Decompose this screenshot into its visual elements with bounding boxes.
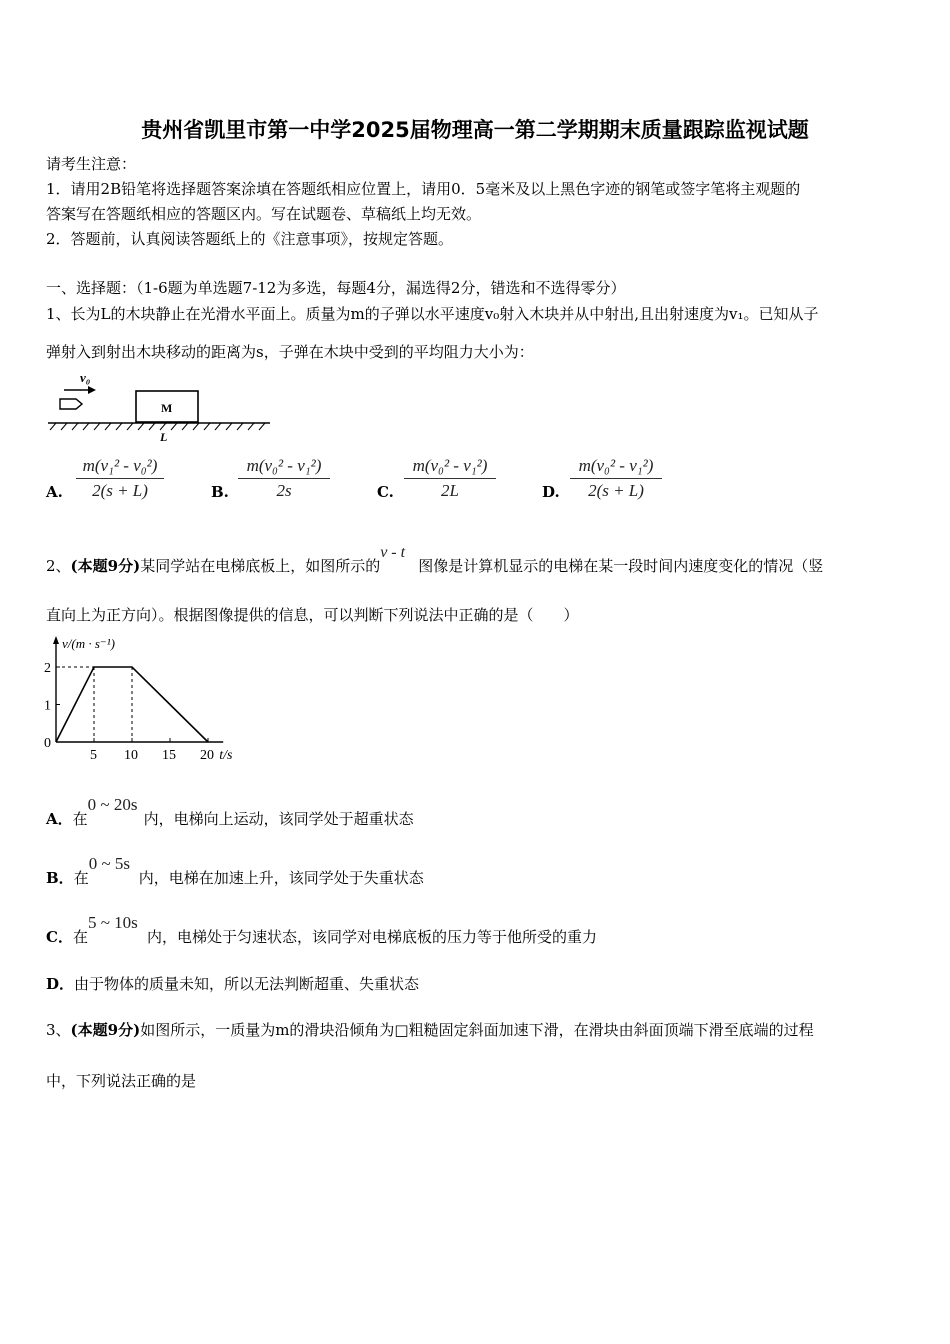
velocity-arrowhead [88, 386, 96, 394]
q2-option-d-text: 由于物体的质量未知，所以无法判断超重、失重状态 [74, 975, 420, 993]
formula-denominator: 2(s + L) [588, 481, 644, 500]
q3-text-line-1 [46, 1019, 814, 1040]
q2-option-b-pre: 在 [73, 869, 89, 887]
length-label: L [160, 430, 168, 444]
vt-symbol: v - t [380, 544, 406, 561]
q2-option-a-label: A． [46, 810, 73, 828]
q1-option-d-label[interactable]: D. [542, 483, 560, 501]
y-axis-label: v/(m · s⁻¹) [62, 636, 115, 651]
hatch-mark [193, 423, 199, 430]
q2-option-d[interactable] [46, 973, 419, 994]
q3-text-line-2: 中，下列说法正确的是 [46, 1072, 197, 1090]
formula-denominator: 2L [441, 481, 459, 500]
q2-option-c-pre: 在 [72, 928, 88, 946]
block-mass-label: M [161, 401, 173, 415]
hatch-mark [259, 423, 265, 430]
q2-option-b-range: 0 ~ 5s [88, 854, 131, 873]
hatch-mark [94, 423, 100, 430]
formula-numerator: m(v₀² - v₁²) [412, 456, 488, 475]
hatch-mark [116, 423, 122, 430]
section-heading: 一、选择题：（1-6题为单选题7-12为多选，每题4分，漏选得2分，错选和不选得零分） [46, 279, 626, 297]
hatch-mark [72, 423, 78, 430]
notice-line-3: 2．答题前，认真阅读答题纸上的《注意事项》，按规定答题。 [46, 230, 454, 248]
q2-option-c-range: 5 ~ 10s [87, 913, 138, 932]
hatch-mark [105, 423, 111, 430]
y-tick-label: 0 [44, 736, 51, 751]
bullet-block-figure [44, 366, 276, 446]
q1-option-a-label[interactable]: A. [46, 483, 63, 501]
y-axis-arrow [53, 636, 59, 644]
v0-label: v₀ [80, 370, 91, 385]
notice-heading: 请考生注意： [46, 155, 137, 173]
y-tick-label: 2 [44, 661, 51, 676]
notice-line-1: 1．请用2B铅笔将选择题答案涂填在答题纸相应位置上，请用0．5毫米及以上黑色字迹的钢笔或签字笔将主观题的 [46, 180, 801, 198]
q2-option-a[interactable] [46, 795, 414, 829]
q2-option-a-pre: 在 [72, 810, 88, 828]
hatch-mark [171, 423, 177, 430]
q2-option-c-label: C． [46, 928, 73, 946]
q1-text-line-2: 弹射入到射出木块移动的距离为s，子弹在木块中受到的平均阻力大小为： [46, 343, 534, 361]
q1-option-c-label[interactable]: C. [377, 483, 394, 501]
hatch-mark [237, 423, 243, 430]
ground-hatching [50, 423, 265, 430]
q2-option-b[interactable] [46, 854, 424, 888]
hatch-mark [215, 423, 221, 430]
q3-number: 3、 [46, 1021, 71, 1039]
x-tick-label: 15 [162, 748, 176, 763]
q2-option-c[interactable] [46, 913, 597, 947]
q3-text: 如图所示，一质量为m的滑块沿倾角为□粗糙固定斜面加速下滑，在滑块由斜面顶端下滑至底端的过程 [140, 1021, 814, 1039]
hatch-mark [61, 423, 67, 430]
q2-text-b: 图像是计算机显示的电梯在某一段时间内速度变化的情况（竖 [418, 557, 824, 575]
formula-numerator: m(v₀² - v₁²) [246, 456, 322, 475]
x-tick-label: 5 [90, 748, 97, 763]
hatch-mark [50, 423, 56, 430]
formula-numerator: m(v₀² - v₁²) [578, 456, 654, 475]
notice-line-2: 答案写在答题纸相应的答题区内。写在试题卷、草稿纸上均无效。 [46, 205, 482, 223]
formula-numerator: m(v₁² - v₀²) [82, 456, 158, 475]
hatch-mark [160, 423, 166, 430]
y-tick-label: 1 [44, 698, 51, 714]
q1-option-a-formula[interactable] [76, 456, 164, 501]
hatch-mark [226, 423, 232, 430]
q2-option-d-label: D． [46, 975, 75, 993]
q2-option-c-text: 内，电梯处于匀速状态，该同学对电梯底板的压力等于他所受的重力 [146, 928, 597, 946]
q2-text-a: 某同学站在电梯底板上，如图所示的 [140, 557, 381, 575]
q2-number: 2、 [46, 557, 71, 575]
page-title: 贵州省凯里市第一中学2025届物理高一第二学期期末质量跟踪监视试题 [141, 118, 809, 142]
q2-option-b-text: 内，电梯在加速上升，该同学处于失重状态 [138, 869, 424, 887]
x-axis-label: t/s [219, 748, 233, 763]
q1-option-b-label[interactable]: B. [211, 483, 229, 501]
x-tick-label: 10 [124, 748, 138, 763]
hatch-mark [182, 423, 188, 430]
q1-option-d-formula[interactable] [570, 456, 662, 501]
q1-option-c-formula[interactable] [404, 456, 496, 501]
q2-option-a-text: 内，电梯向上运动，该同学处于超重状态 [143, 810, 414, 828]
hatch-mark [248, 423, 254, 430]
hatch-mark [83, 423, 89, 430]
hatch-mark [138, 423, 144, 430]
x-tick-label: 20 [200, 748, 214, 763]
q2-score: (本题9分) [70, 557, 141, 575]
q3-score: (本题9分) [70, 1021, 141, 1039]
bullet-shape [60, 399, 82, 409]
q2-option-a-range: 0 ~ 20s [87, 795, 138, 814]
q2-option-b-label: B． [46, 869, 74, 887]
q1-text-line-1: 1、长为L的木块静止在光滑水平面上。质量为m的子弹以水平速度v₀射入木块并从中射出,且出射速度为v₁。已知从子 [46, 305, 819, 323]
vt-chart [40, 630, 260, 770]
formula-denominator: 2(s + L) [92, 481, 148, 500]
q2-text-line-2: 直向上为正方向）。根据图像提供的信息，可以判断下列说法中正确的是（ ） [46, 606, 579, 624]
q1-option-b-formula[interactable] [238, 456, 330, 501]
hatch-mark [127, 423, 133, 430]
hatch-mark [204, 423, 210, 430]
q2-text-line-1 [46, 544, 824, 576]
hatch-mark [149, 423, 155, 430]
formula-denominator: 2s [276, 481, 292, 500]
